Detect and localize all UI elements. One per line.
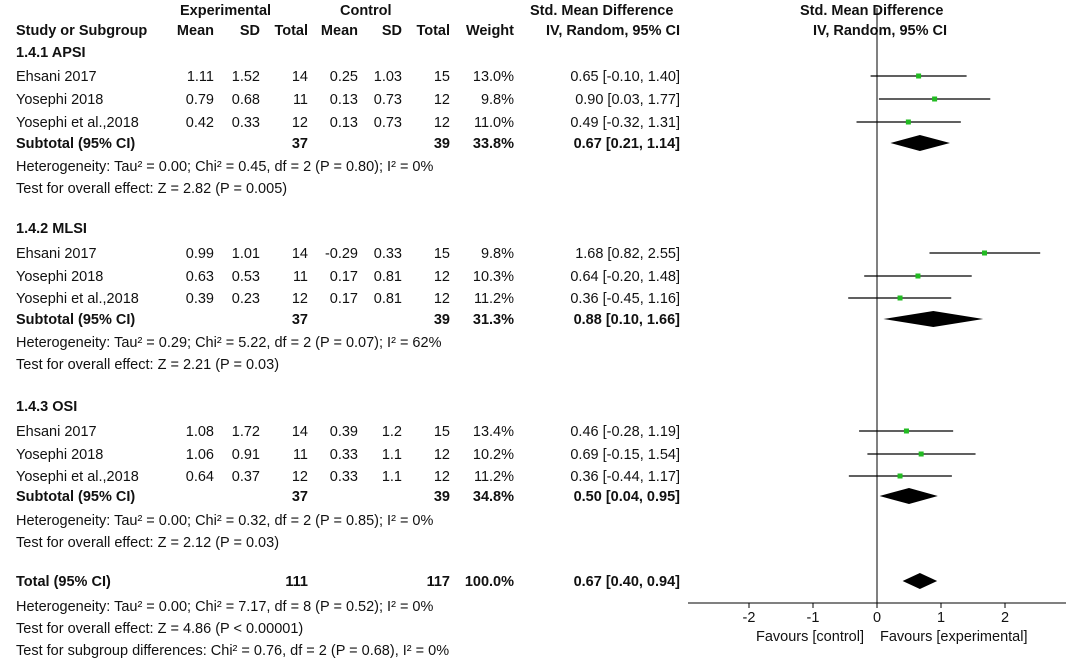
c-total: 15 [433, 69, 450, 85]
e-sd: 0.68 [231, 92, 260, 108]
total-overall-effect-text: Test for overall effect: Z = 4.86 (P < 0.00001) [16, 621, 304, 637]
c-mean: 0.39 [329, 424, 358, 440]
subtotal-e-total: 37 [291, 489, 308, 505]
effect-ci: 0.69 [-0.15, 1.54] [570, 447, 680, 463]
subgroup-differences-text: Test for subgroup differences: Chi² = 0.76, df = 2 (P = 0.68), I² = 0% [16, 643, 450, 659]
e-total: 11 [292, 447, 308, 463]
c-total: 15 [433, 424, 450, 440]
point-estimate [982, 251, 987, 256]
e-sd: 0.33 [231, 115, 260, 131]
weight: 11.2% [473, 291, 514, 307]
col-c-sd-header: SD [381, 23, 402, 39]
col-study-header: Study or Subgroup [16, 23, 148, 39]
e-sd: 0.91 [231, 447, 260, 463]
subtotal-label: Subtotal (95% CI) [16, 312, 136, 328]
total-label: Total (95% CI) [16, 574, 111, 590]
subtotal-label: Subtotal (95% CI) [16, 489, 136, 505]
subtotal-diamond [890, 135, 950, 151]
study-name: Ehsani 2017 [16, 424, 97, 440]
subtotal-e-total: 37 [291, 136, 308, 152]
e-total: 12 [291, 291, 308, 307]
subtotal-weight: 33.8% [472, 136, 514, 152]
c-mean: 0.17 [329, 291, 358, 307]
control-group-header: Control [340, 3, 392, 19]
c-sd: 1.1 [381, 447, 402, 463]
weight: 10.2% [472, 447, 514, 463]
weight: 9.8% [480, 246, 514, 262]
x-tick-label: -2 [742, 610, 756, 626]
c-mean: 0.25 [329, 69, 358, 85]
col-c-total-header: Total [416, 23, 450, 39]
c-sd: 0.81 [373, 291, 402, 307]
c-sd: 0.81 [373, 269, 402, 285]
e-mean: 0.42 [185, 115, 214, 131]
weight: 9.8% [480, 92, 514, 108]
c-total: 12 [433, 447, 450, 463]
weight: 10.3% [472, 269, 514, 285]
point-estimate [898, 296, 903, 301]
subtotal-ci: 0.50 [0.04, 0.95] [573, 489, 680, 505]
e-mean: 0.99 [185, 246, 214, 262]
e-total: 11 [292, 92, 308, 108]
study-name: Ehsani 2017 [16, 246, 97, 262]
study-name: Yosephi et al.,2018 [16, 469, 139, 485]
effect-ci: 0.65 [-0.10, 1.40] [570, 69, 680, 85]
effect-ci: 0.46 [-0.28, 1.19] [570, 424, 680, 440]
e-total: 11 [292, 269, 308, 285]
e-mean: 1.11 [186, 69, 214, 85]
e-mean: 0.64 [185, 469, 214, 485]
plot-group-header: Std. Mean Difference [800, 3, 944, 19]
e-total: 14 [291, 69, 308, 85]
total-weight: 100.0% [464, 574, 514, 590]
c-sd: 1.2 [381, 424, 402, 440]
e-total: 12 [291, 115, 308, 131]
e-sd: 0.53 [231, 269, 260, 285]
subgroup-title: 1.4.2 MLSI [16, 221, 87, 237]
heterogeneity-text: Heterogeneity: Tau² = 0.29; Chi² = 5.22, df = 2 (P = 0.07); I² = 62% [16, 335, 442, 351]
c-sd: 0.73 [373, 92, 402, 108]
point-estimate [898, 474, 903, 479]
experimental-group-header: Experimental [180, 3, 272, 19]
favours-experimental-label: Favours [experimental] [880, 629, 1028, 645]
e-total: 12 [291, 469, 308, 485]
subtotal-diamond [883, 311, 983, 327]
e-mean: 0.39 [185, 291, 214, 307]
total-e-total: 111 [285, 574, 308, 590]
e-sd: 1.72 [231, 424, 260, 440]
subtotal-c-total: 39 [433, 489, 450, 505]
c-mean: 0.17 [329, 269, 358, 285]
e-mean: 1.08 [185, 424, 214, 440]
subtotal-ci: 0.67 [0.21, 1.14] [573, 136, 680, 152]
effect-ci: 0.49 [-0.32, 1.31] [570, 115, 680, 131]
x-tick-label: -1 [806, 610, 820, 626]
study-name: Yosephi et al.,2018 [16, 291, 139, 307]
c-sd: 0.33 [373, 246, 402, 262]
subgroup-title: 1.4.3 OSI [16, 399, 78, 415]
e-sd: 0.37 [231, 469, 260, 485]
subgroup-title: 1.4.1 APSI [16, 45, 86, 61]
col-c-mean-header: Mean [320, 23, 358, 39]
effect-ci: 0.90 [0.03, 1.77] [575, 92, 680, 108]
total-ci: 0.67 [0.40, 0.94] [573, 574, 680, 590]
col-e-sd-header: SD [239, 23, 260, 39]
heterogeneity-text: Heterogeneity: Tau² = 0.00; Chi² = 0.45, df = 2 (P = 0.80); I² = 0% [16, 159, 434, 175]
e-total: 14 [291, 424, 308, 440]
subtotal-c-total: 39 [433, 312, 450, 328]
c-sd: 0.73 [373, 115, 402, 131]
favours-control-label: Favours [control] [756, 629, 864, 645]
c-total: 12 [433, 92, 450, 108]
weight: 11.2% [473, 469, 514, 485]
effect-ci: 0.36 [-0.45, 1.16] [570, 291, 680, 307]
col-e-total-header: Total [274, 23, 308, 39]
e-sd: 0.23 [231, 291, 260, 307]
total-heterogeneity-text: Heterogeneity: Tau² = 0.00; Chi² = 7.17, df = 8 (P = 0.52); I² = 0% [16, 599, 434, 615]
e-mean: 1.06 [185, 447, 214, 463]
total-c-total: 117 [426, 574, 450, 590]
weight: 13.4% [472, 424, 514, 440]
c-mean: 0.33 [329, 447, 358, 463]
subtotal-weight: 34.8% [472, 489, 514, 505]
weight: 11.0% [473, 115, 514, 131]
weight: 13.0% [472, 69, 514, 85]
overall-effect-text: Test for overall effect: Z = 2.82 (P = 0.005) [16, 181, 288, 197]
c-sd: 1.1 [381, 469, 402, 485]
c-total: 12 [433, 115, 450, 131]
point-estimate [916, 74, 921, 79]
e-sd: 1.52 [231, 69, 260, 85]
subtotal-e-total: 37 [291, 312, 308, 328]
heterogeneity-text: Heterogeneity: Tau² = 0.00; Chi² = 0.32, df = 2 (P = 0.85); I² = 0% [16, 513, 434, 529]
c-total: 12 [433, 269, 450, 285]
study-name: Ehsani 2017 [16, 69, 97, 85]
col-e-mean-header: Mean [176, 23, 214, 39]
c-mean: 0.13 [329, 115, 358, 131]
col-method-header: IV, Random, 95% CI [545, 23, 680, 39]
study-name: Yosephi et al.,2018 [16, 115, 139, 131]
total-diamond [903, 573, 938, 589]
e-mean: 0.63 [185, 269, 214, 285]
plot-method-header: IV, Random, 95% CI [812, 23, 948, 39]
point-estimate [932, 97, 937, 102]
point-estimate [906, 120, 911, 125]
c-total: 12 [433, 469, 450, 485]
x-tick-label: 0 [872, 610, 882, 626]
overall-effect-text: Test for overall effect: Z = 2.21 (P = 0.03) [16, 357, 280, 373]
subtotal-c-total: 39 [433, 136, 450, 152]
e-sd: 1.01 [231, 246, 260, 262]
point-estimate [919, 452, 924, 457]
point-estimate [915, 274, 920, 279]
subtotal-ci: 0.88 [0.10, 1.66] [573, 312, 680, 328]
subtotal-weight: 31.3% [472, 312, 514, 328]
e-total: 14 [291, 246, 308, 262]
subtotal-diamond [880, 488, 938, 504]
effect-ci: 0.36 [-0.44, 1.17] [570, 469, 680, 485]
effect-ci: 0.64 [-0.20, 1.48] [570, 269, 680, 285]
col-weight-header: Weight [465, 23, 514, 39]
point-estimate [904, 429, 909, 434]
study-name: Yosephi 2018 [16, 269, 104, 285]
effect-ci: 1.68 [0.82, 2.55] [575, 246, 680, 262]
study-name: Yosephi 2018 [16, 92, 104, 108]
overall-effect-text: Test for overall effect: Z = 2.12 (P = 0.03) [16, 535, 280, 551]
c-total: 15 [433, 246, 450, 262]
x-tick-label: 2 [1000, 610, 1010, 626]
e-mean: 0.79 [185, 92, 214, 108]
c-total: 12 [433, 291, 450, 307]
effect-group-header: Std. Mean Difference [530, 3, 674, 19]
study-name: Yosephi 2018 [16, 447, 104, 463]
c-sd: 1.03 [373, 69, 402, 85]
c-mean: -0.29 [324, 246, 358, 262]
c-mean: 0.13 [329, 92, 358, 108]
x-tick-label: 1 [936, 610, 946, 626]
subtotal-label: Subtotal (95% CI) [16, 136, 136, 152]
c-mean: 0.33 [329, 469, 358, 485]
